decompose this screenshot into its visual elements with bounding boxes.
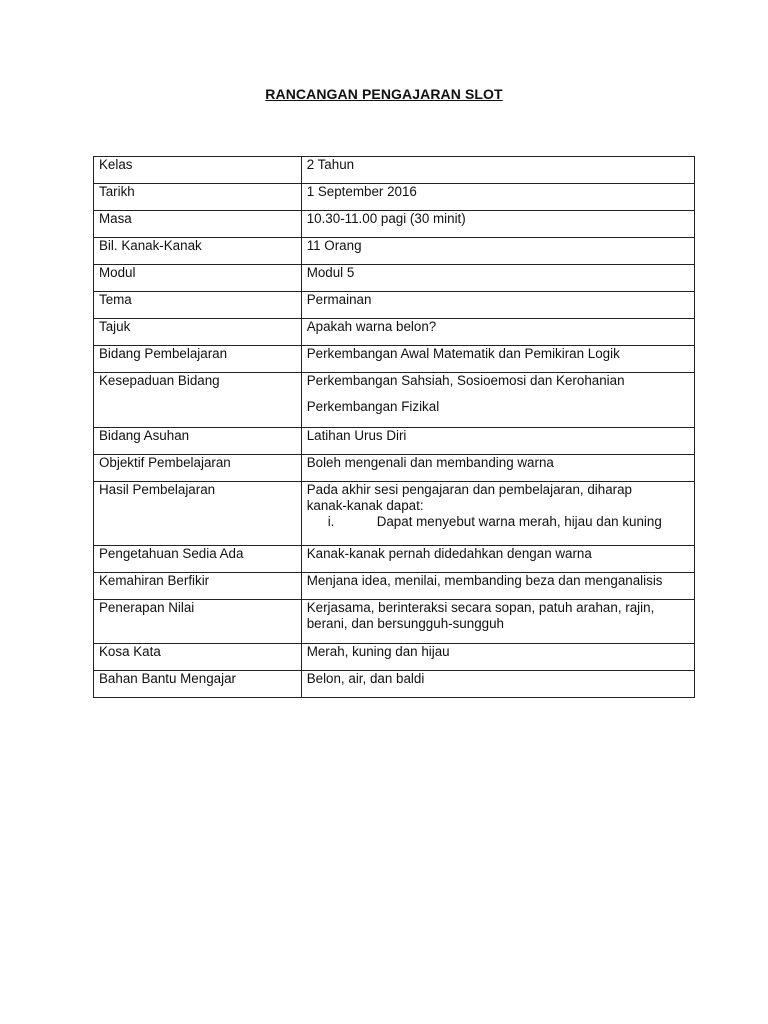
table-row [94,346,695,373]
table-row [94,546,695,573]
row-value: 11 Orang [301,238,694,265]
row-value: Apakah warna belon? [301,319,694,346]
row-value [301,600,694,644]
list-marker: i. [327,514,335,529]
table-row [94,482,695,546]
table-row [94,292,695,319]
row-value: 1 September 2016 [301,184,694,211]
row-label: Masa [94,211,302,238]
list-text: Dapat menyebut warna merah, hijau dan kuning [376,514,662,529]
row-label: Kelas [94,157,302,184]
row-value: Boleh mengenali dan membanding warna [301,455,694,482]
table-row [94,671,695,698]
table-row [94,265,695,292]
table-row [94,184,695,211]
table-row [94,600,695,644]
table-row [94,644,695,671]
row-label: Bahan Bantu Mengajar [94,671,302,698]
row-value: Merah, kuning dan hijau [301,644,694,671]
value-line: Pada akhir sesi pengajaran dan pembelajaran, diharap [306,482,633,497]
table-row [94,238,695,265]
row-value: Menjana idea, menilai, membanding beza dan menganalisis [301,573,694,600]
value-line: kanak-kanak dapat: [306,498,424,513]
row-value: 10.30-11.00 pagi (30 minit) [301,211,694,238]
table-row [94,319,695,346]
page-title: RANCANGAN PENGAJARAN SLOT [265,86,503,102]
value-line: berani, dan bersungguh-sungguh [306,616,504,631]
table-row [94,428,695,455]
row-label: Modul [94,265,302,292]
row-label: Tema [94,292,302,319]
value-line: Perkembangan Sahsiah, Sosioemosi dan Kerohanian [306,373,625,388]
value-line: Perkembangan Fizikal [306,399,440,414]
row-value: Kanak-kanak pernah didedahkan dengan warna [301,546,694,573]
table-row [94,373,695,428]
table-row [94,455,695,482]
row-value: 2 Tahun [301,157,694,184]
row-label: Tarikh [94,184,302,211]
row-value [301,373,694,428]
row-value: Latihan Urus Diri [301,428,694,455]
row-value: Perkembangan Awal Matematik dan Pemikiran Logik [301,346,694,373]
table-row [94,211,695,238]
table-row [94,157,695,184]
row-value: Belon, air, dan baldi [301,671,694,698]
lesson-plan-table [93,156,695,698]
row-label: Bidang Pembelajaran [94,346,302,373]
row-label: Hasil Pembelajaran [94,482,302,546]
row-label: Objektif Pembelajaran [94,455,302,482]
row-label: Penerapan Nilai [94,600,302,644]
row-value: Modul 5 [301,265,694,292]
value-line: Kerjasama, berinteraksi secara sopan, patuh arahan, rajin, [306,600,655,615]
row-label: Kosa Kata [94,644,302,671]
row-label: Pengetahuan Sedia Ada [94,546,302,573]
table-row [94,573,695,600]
list-item [307,514,689,530]
row-label: Tajuk [94,319,302,346]
row-label: Bil. Kanak-Kanak [94,238,302,265]
row-label: Kemahiran Berfikir [94,573,302,600]
row-label: Bidang Asuhan [94,428,302,455]
row-value: Permainan [301,292,694,319]
row-label: Kesepaduan Bidang [94,373,302,428]
row-value [301,482,694,546]
